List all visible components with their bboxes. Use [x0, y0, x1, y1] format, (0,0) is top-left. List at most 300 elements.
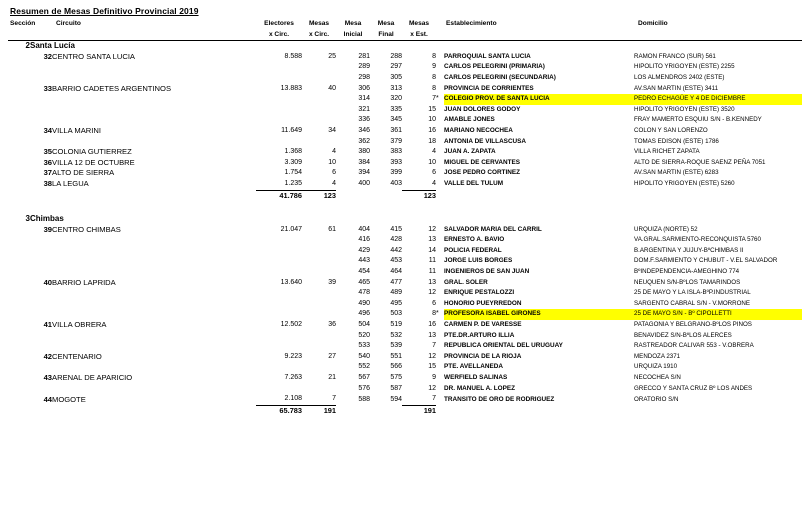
mesa-final-value: 428 — [390, 236, 403, 244]
mesa-inicial-value: 588 — [358, 395, 371, 403]
domicilio-value: NEUQUEN S/N-BºLOS TAMARINDOS — [634, 278, 741, 286]
row-indent — [8, 267, 30, 278]
table-row — [8, 384, 802, 395]
mesa-final-value: 519 — [390, 321, 403, 329]
table-row — [8, 52, 802, 63]
row-indent — [8, 278, 30, 289]
section-header-blank — [302, 41, 336, 52]
circuit-name — [52, 309, 256, 320]
section-spacer — [8, 201, 802, 214]
domicilio-value: LOS ALMENDROS 2402 (ESTE) — [634, 73, 725, 81]
table-row — [8, 73, 802, 84]
establecimiento-name: PROVINCIA DE LA RIOJA — [444, 352, 522, 360]
asterisk-marker — [436, 331, 444, 342]
mesas-est-value: 13 — [428, 331, 437, 339]
table-row — [8, 126, 802, 137]
row-indent — [8, 384, 30, 395]
col-subheader-establecimiento — [444, 30, 634, 41]
table-row — [8, 341, 802, 352]
circuit-name — [52, 341, 256, 352]
totals-blank — [436, 190, 444, 201]
asterisk-marker — [436, 373, 444, 384]
mesas-circ-value — [302, 309, 336, 320]
establecimiento-name: MARIANO NECOCHEA — [444, 126, 513, 134]
domicilio-value: RASTREADOR CALIVAR 553 - V.OBRERA — [634, 342, 754, 350]
mesa-inicial-value: 520 — [358, 331, 371, 339]
mesa-inicial-value: 552 — [358, 363, 371, 371]
domicilio-value: HIPOLITO YRIGOYEN (ESTE) 2255 — [634, 63, 735, 71]
electores-value: 7.263 — [284, 374, 303, 381]
domicilio-value: 25 DE MAYO S/N - Bº CIPOLLETTI — [634, 309, 802, 320]
section-header-blank — [336, 41, 370, 52]
asterisk-marker — [436, 52, 444, 63]
row-indent — [8, 373, 30, 384]
row-indent — [8, 341, 30, 352]
section-header-blank — [436, 214, 444, 225]
establecimiento-name: JUAN A. ZAPATA — [444, 148, 496, 156]
col-header-circuito: Circuito — [56, 20, 81, 27]
section-totals-row — [8, 190, 802, 201]
domicilio-value: ORATORIO S/N — [634, 395, 679, 403]
circuit-name: BARRIO LAPRIDA — [52, 277, 116, 287]
section-header-blank — [634, 214, 802, 225]
table-row — [8, 179, 802, 190]
establecimiento-name: POLICIA FEDERAL — [444, 246, 502, 254]
mesas-est-value: 6 — [432, 299, 437, 307]
circuit-number — [30, 331, 52, 342]
mesas-circ-value: 21 — [328, 374, 337, 381]
circuit-name: BARRIO CADETES ARGENTINOS — [52, 83, 172, 93]
domicilio-value: VA.GRAL.SARMIENTO-RECONQUISTA 5760 — [634, 236, 761, 244]
circuit-name — [52, 62, 256, 73]
totals-blank — [52, 405, 256, 416]
circuit-name — [52, 105, 256, 116]
row-indent — [8, 288, 30, 299]
mesas-circ-value — [302, 235, 336, 246]
table-row — [8, 362, 802, 373]
mesa-final-value: 503 — [390, 310, 403, 318]
mesas-circ-value — [302, 384, 336, 395]
circuit-number: 36 — [43, 157, 53, 167]
mesas-est-value: 4 — [432, 148, 437, 156]
establecimiento-name: PROFESORA ISABEL GIRONES — [444, 309, 634, 320]
establecimiento-name: DR. MANUEL A. LOPEZ — [444, 384, 516, 392]
circuit-number: 40 — [43, 277, 53, 287]
asterisk-marker — [436, 115, 444, 126]
mesa-inicial-value: 306 — [358, 84, 371, 92]
mesa-final-value: 594 — [390, 395, 403, 403]
section-header-blank — [370, 214, 402, 225]
mesas-est-value: 7 — [432, 342, 437, 350]
mesas-circ-value — [302, 267, 336, 278]
circuit-number — [30, 73, 52, 84]
circuit-number — [30, 309, 52, 320]
circuit-name — [52, 94, 256, 105]
mesa-final-value: 415 — [390, 225, 403, 233]
circuit-number — [30, 341, 52, 352]
circuit-number — [30, 115, 52, 126]
mesa-inicial-value: 443 — [358, 257, 371, 265]
circuit-number — [30, 62, 52, 73]
mesas-table — [8, 19, 802, 416]
mesas-est-value: 4 — [432, 179, 437, 187]
establecimiento-name: INGENIEROS DE SAN JUAN — [444, 268, 530, 276]
section-name: Santa Lucía — [30, 41, 75, 51]
totals-electores: 65.783 — [256, 405, 302, 416]
section-number: 3 — [25, 214, 30, 224]
page-title: Resumen de Mesas Definitivo Provincial 2019 — [10, 6, 199, 16]
circuit-number: 39 — [43, 224, 53, 234]
section-header-blank — [634, 41, 802, 52]
mesa-inicial-value: 496 — [358, 310, 371, 318]
mesa-inicial-value: 346 — [358, 126, 371, 134]
table-row — [8, 352, 802, 363]
row-indent — [8, 62, 30, 73]
row-indent — [8, 256, 30, 267]
establecimiento-name: COLEGIO PROV. DE SANTA LUCIA — [444, 94, 634, 105]
mesas-est-value: 12 — [428, 225, 437, 233]
mesas-circ-value: 4 — [332, 179, 337, 187]
circuit-name: VILLA 12 DE OCTUBRE — [52, 157, 135, 167]
section-header-blank — [370, 41, 402, 52]
circuit-name — [52, 235, 256, 246]
row-indent — [8, 299, 30, 310]
section-header-blank — [402, 214, 436, 225]
mesa-inicial-value: 567 — [358, 374, 371, 381]
section-header-row — [8, 41, 802, 52]
domicilio-value: PATAGONIA Y BELGRANO-BºLOS PINOS — [634, 321, 752, 329]
establecimiento-name: AMABLE JONES — [444, 116, 495, 124]
domicilio-value: URQUIZA (NORTE) 52 — [634, 225, 698, 233]
electores-value — [256, 384, 302, 395]
asterisk-marker — [436, 179, 444, 190]
col-header-mesa-inicial: Mesa — [344, 20, 362, 27]
mesas-circ-value: 34 — [328, 126, 337, 134]
section-header-row — [8, 214, 802, 225]
mesa-inicial-value: 416 — [358, 236, 371, 244]
circuit-name — [52, 115, 256, 126]
circuit-name: CENTRO SANTA LUCIA — [52, 51, 135, 61]
circuit-number: 37 — [43, 168, 53, 178]
electores-value — [256, 246, 302, 257]
circuit-name — [52, 267, 256, 278]
table-body — [8, 41, 802, 417]
establecimiento-name: JORGE LUIS BORGES — [444, 257, 513, 265]
mesas-circ-value: 27 — [328, 352, 337, 360]
row-indent — [8, 225, 30, 236]
col-subheader-seccion — [8, 30, 52, 41]
row-indent — [8, 352, 30, 363]
section-header-blank — [256, 41, 302, 52]
circuit-number: 34 — [43, 125, 53, 135]
mesas-circ-value: 7 — [332, 395, 337, 403]
row-indent — [8, 394, 30, 405]
asterisk-marker — [436, 278, 444, 289]
table-row — [8, 168, 802, 179]
section-header-blank — [436, 41, 444, 52]
row-indent — [8, 168, 30, 179]
establecimiento-name: JUAN DOLORES GODOY — [444, 105, 521, 113]
mesa-final-value: 442 — [390, 246, 403, 254]
establecimiento-name: PARROQUIAL SANTA LUCIA — [444, 52, 531, 60]
circuit-name — [52, 288, 256, 299]
asterisk-marker — [436, 299, 444, 310]
electores-value: 1.368 — [284, 148, 303, 156]
domicilio-value: B.ARGENTINA Y JUJUY-BºCHIMBAS II — [634, 246, 744, 254]
asterisk-marker — [436, 246, 444, 257]
circuit-name — [52, 246, 256, 257]
totals-blank — [634, 190, 802, 201]
mesa-inicial-value: 298 — [358, 73, 371, 81]
asterisk-marker — [436, 147, 444, 158]
mesas-circ-value: 4 — [332, 148, 337, 156]
row-indent — [8, 158, 30, 169]
spacer-cell — [8, 201, 802, 214]
circuit-name: CENTENARIO — [52, 351, 102, 361]
mesa-inicial-value: 576 — [358, 384, 371, 392]
table-row — [8, 278, 802, 289]
table-row — [8, 84, 802, 95]
mesa-final-value: 489 — [390, 289, 403, 297]
section-header-blank — [256, 214, 302, 225]
asterisk-marker — [436, 105, 444, 116]
electores-value: 2.108 — [284, 395, 303, 403]
col-subheader-domicilio — [634, 30, 802, 41]
mesa-inicial-value: 281 — [358, 52, 371, 60]
row-indent — [8, 331, 30, 342]
section-number: 2 — [25, 41, 30, 51]
electores-value — [256, 137, 302, 148]
mesa-final-value: 587 — [390, 384, 403, 392]
totals-blank — [436, 405, 444, 416]
mesas-est-value: 11 — [428, 268, 437, 276]
mesas-circ-value — [302, 288, 336, 299]
mesas-est-value: 7 — [432, 395, 437, 403]
section-totals-row — [8, 405, 802, 416]
table-row — [8, 158, 802, 169]
col-subheader-mesa-inicial: Inicial — [336, 30, 370, 41]
mesa-inicial-value: 533 — [358, 342, 371, 350]
establecimiento-name: ERNESTO A. BAVIO — [444, 236, 505, 244]
mesas-circ-value — [302, 62, 336, 73]
row-indent — [8, 115, 30, 126]
totals-blank — [336, 405, 370, 416]
totals-blank — [444, 405, 634, 416]
mesa-inicial-value: 504 — [358, 321, 371, 329]
domicilio-value: TOMAS EDISON (ESTE) 1786 — [634, 137, 719, 145]
mesa-final-value: 288 — [390, 52, 403, 60]
mesas-circ-value — [302, 246, 336, 257]
mesa-inicial-value: 400 — [358, 180, 371, 188]
electores-value — [256, 362, 302, 373]
circuit-number: 35 — [43, 147, 53, 157]
circuit-name: CENTRO CHIMBAS — [52, 224, 121, 234]
col-subheader-electores: x Circ. — [256, 30, 302, 41]
totals-blank — [8, 405, 30, 416]
mesas-circ-value — [302, 94, 336, 105]
section-name: Chimbas — [30, 214, 64, 224]
mesas-circ-value: 25 — [328, 52, 337, 60]
col-header-mesas: Mesas — [308, 20, 330, 27]
circuit-name: VILLA OBRERA — [52, 320, 107, 330]
establecimiento-name: REPUBLICA ORIENTAL DEL URUGUAY — [444, 342, 563, 350]
establecimiento-name: GRAL. SOLER — [444, 278, 488, 286]
mesa-final-value: 379 — [390, 137, 403, 145]
mesas-circ-value: 61 — [328, 225, 337, 233]
table-row — [8, 394, 802, 405]
row-indent — [8, 137, 30, 148]
mesas-circ-value — [302, 137, 336, 148]
mesas-est-value: 16 — [428, 126, 437, 134]
mesas-circ-value: 40 — [328, 84, 337, 92]
mesa-inicial-value: 362 — [358, 137, 371, 145]
circuit-number — [30, 94, 52, 105]
row-indent — [8, 320, 30, 331]
circuit-number: 43 — [43, 373, 53, 382]
table-row — [8, 299, 802, 310]
domicilio-value: COLON Y SAN LORENZO — [634, 126, 708, 134]
electores-value — [256, 94, 302, 105]
mesa-final-value: 361 — [390, 126, 403, 134]
electores-value: 9.223 — [284, 352, 303, 360]
table-row — [8, 320, 802, 331]
mesas-est-value: 12 — [428, 384, 437, 392]
mesa-inicial-value: 384 — [358, 158, 371, 166]
mesas-est-value: 13 — [428, 236, 437, 244]
section-header-blank — [402, 41, 436, 52]
electores-value — [256, 115, 302, 126]
totals-blank — [52, 190, 256, 201]
circuit-name — [52, 299, 256, 310]
col-header-mesa-final: Mesa — [377, 20, 395, 27]
establecimiento-name: TRANSITO DE ORO DE RODRIGUEZ — [444, 395, 555, 403]
mesa-inicial-value: 380 — [358, 148, 371, 156]
asterisk-marker — [436, 352, 444, 363]
mesas-est-value: 10 — [428, 158, 437, 166]
circuit-name: COLONIA GUTIERREZ — [52, 147, 132, 157]
mesas-est-value: 8 — [432, 84, 437, 92]
mesa-final-value: 495 — [390, 299, 403, 307]
mesas-circ-value — [302, 105, 336, 116]
electores-value: 3.309 — [284, 158, 303, 166]
col-header-domicilio: Domicilio — [638, 20, 668, 27]
circuit-number — [30, 137, 52, 148]
electores-value: 13.640 — [280, 278, 303, 286]
mesas-circ-value — [302, 362, 336, 373]
col-subheader-mesas: x Circ. — [302, 30, 336, 41]
mesa-inicial-value: 321 — [358, 105, 371, 113]
mesas-est-value: 9 — [432, 63, 437, 71]
col-subheader-mesa-final: Final — [370, 30, 402, 41]
totals-mesas-est: 123 — [402, 190, 436, 201]
mesa-inicial-value: 336 — [358, 116, 371, 124]
electores-value — [256, 62, 302, 73]
col-subheader-asterisk-spacer — [436, 30, 444, 41]
mesa-final-value: 477 — [390, 278, 403, 286]
mesa-inicial-value: 289 — [358, 63, 371, 71]
table-row — [8, 105, 802, 116]
table-row — [8, 94, 802, 105]
electores-value — [256, 105, 302, 116]
col-header-establecimiento: Establecimiento — [446, 20, 497, 27]
asterisk-marker — [436, 394, 444, 405]
establecimiento-name: PROVINCIA DE CORRIENTES — [444, 84, 534, 92]
totals-blank — [336, 190, 370, 201]
electores-value: 21.047 — [280, 225, 303, 233]
mesas-circ-value — [302, 331, 336, 342]
asterisk-marker — [436, 84, 444, 95]
mesa-final-value: 305 — [390, 73, 403, 81]
mesa-inicial-value: 394 — [358, 169, 371, 177]
row-indent — [8, 94, 30, 105]
domicilio-value: NECOCHEA S/N — [634, 374, 681, 381]
col-header-asterisk-spacer — [436, 19, 444, 30]
electores-value: 8.588 — [284, 52, 303, 60]
mesas-est-value: 12 — [428, 352, 437, 360]
mesa-final-value: 551 — [390, 352, 403, 360]
section-header-blank — [444, 41, 634, 52]
circuit-name — [52, 137, 256, 148]
totals-blank — [370, 190, 402, 201]
row-indent — [8, 362, 30, 373]
circuit-name — [52, 362, 256, 373]
circuit-number: 42 — [43, 351, 53, 361]
domicilio-value: 25 DE MAYO Y LA ISLA-BºP.INDUSTRIAL — [634, 289, 751, 297]
establecimiento-name: CARLOS PELEGRINI (SECUNDARIA) — [444, 73, 556, 81]
mesa-inicial-value: 540 — [358, 352, 371, 360]
circuit-name — [52, 256, 256, 267]
circuit-number: 41 — [43, 320, 53, 330]
totals-mesas: 123 — [302, 190, 336, 201]
circuit-name — [52, 73, 256, 84]
table-row — [8, 137, 802, 148]
table-row — [8, 267, 802, 278]
mesa-final-value: 575 — [390, 374, 403, 381]
table-header — [8, 19, 802, 41]
table-row — [8, 309, 802, 320]
establecimiento-name: CARMEN P. DE VARESSE — [444, 321, 522, 329]
table-row — [8, 147, 802, 158]
mesa-final-value: 297 — [390, 63, 403, 71]
domicilio-value: DOM.F.SARMIENTO Y CHUBUT - V.EL SALVADOR — [634, 257, 778, 265]
electores-value — [256, 73, 302, 84]
mesas-circ-value: 10 — [328, 158, 337, 166]
asterisk-marker — [436, 73, 444, 84]
mesa-final-value: 393 — [390, 158, 403, 166]
domicilio-value: AV.SAN MARTIN (ESTE) 3411 — [634, 84, 719, 92]
circuit-number: 32 — [43, 51, 53, 61]
establecimiento-name: JOSE PEDRO CORTINEZ — [444, 169, 521, 177]
electores-value — [256, 309, 302, 320]
totals-blank — [370, 405, 402, 416]
asterisk-marker: * — [436, 310, 439, 318]
electores-value: 13.883 — [280, 84, 303, 92]
mesa-final-value: 539 — [390, 342, 403, 350]
mesas-circ-value — [302, 341, 336, 352]
col-header-mesas-est: Mesas — [408, 20, 430, 27]
table-row — [8, 115, 802, 126]
mesa-final-value: 335 — [390, 105, 403, 113]
row-indent — [8, 235, 30, 246]
circuit-number — [30, 256, 52, 267]
asterisk-marker — [436, 384, 444, 395]
mesas-est-value: 10 — [428, 116, 437, 124]
mesas-est-value: 8 — [432, 310, 437, 318]
establecimiento-name: HONORIO PUEYRREDON — [444, 299, 522, 307]
mesas-circ-value — [302, 73, 336, 84]
circuit-name — [52, 331, 256, 342]
electores-value — [256, 331, 302, 342]
